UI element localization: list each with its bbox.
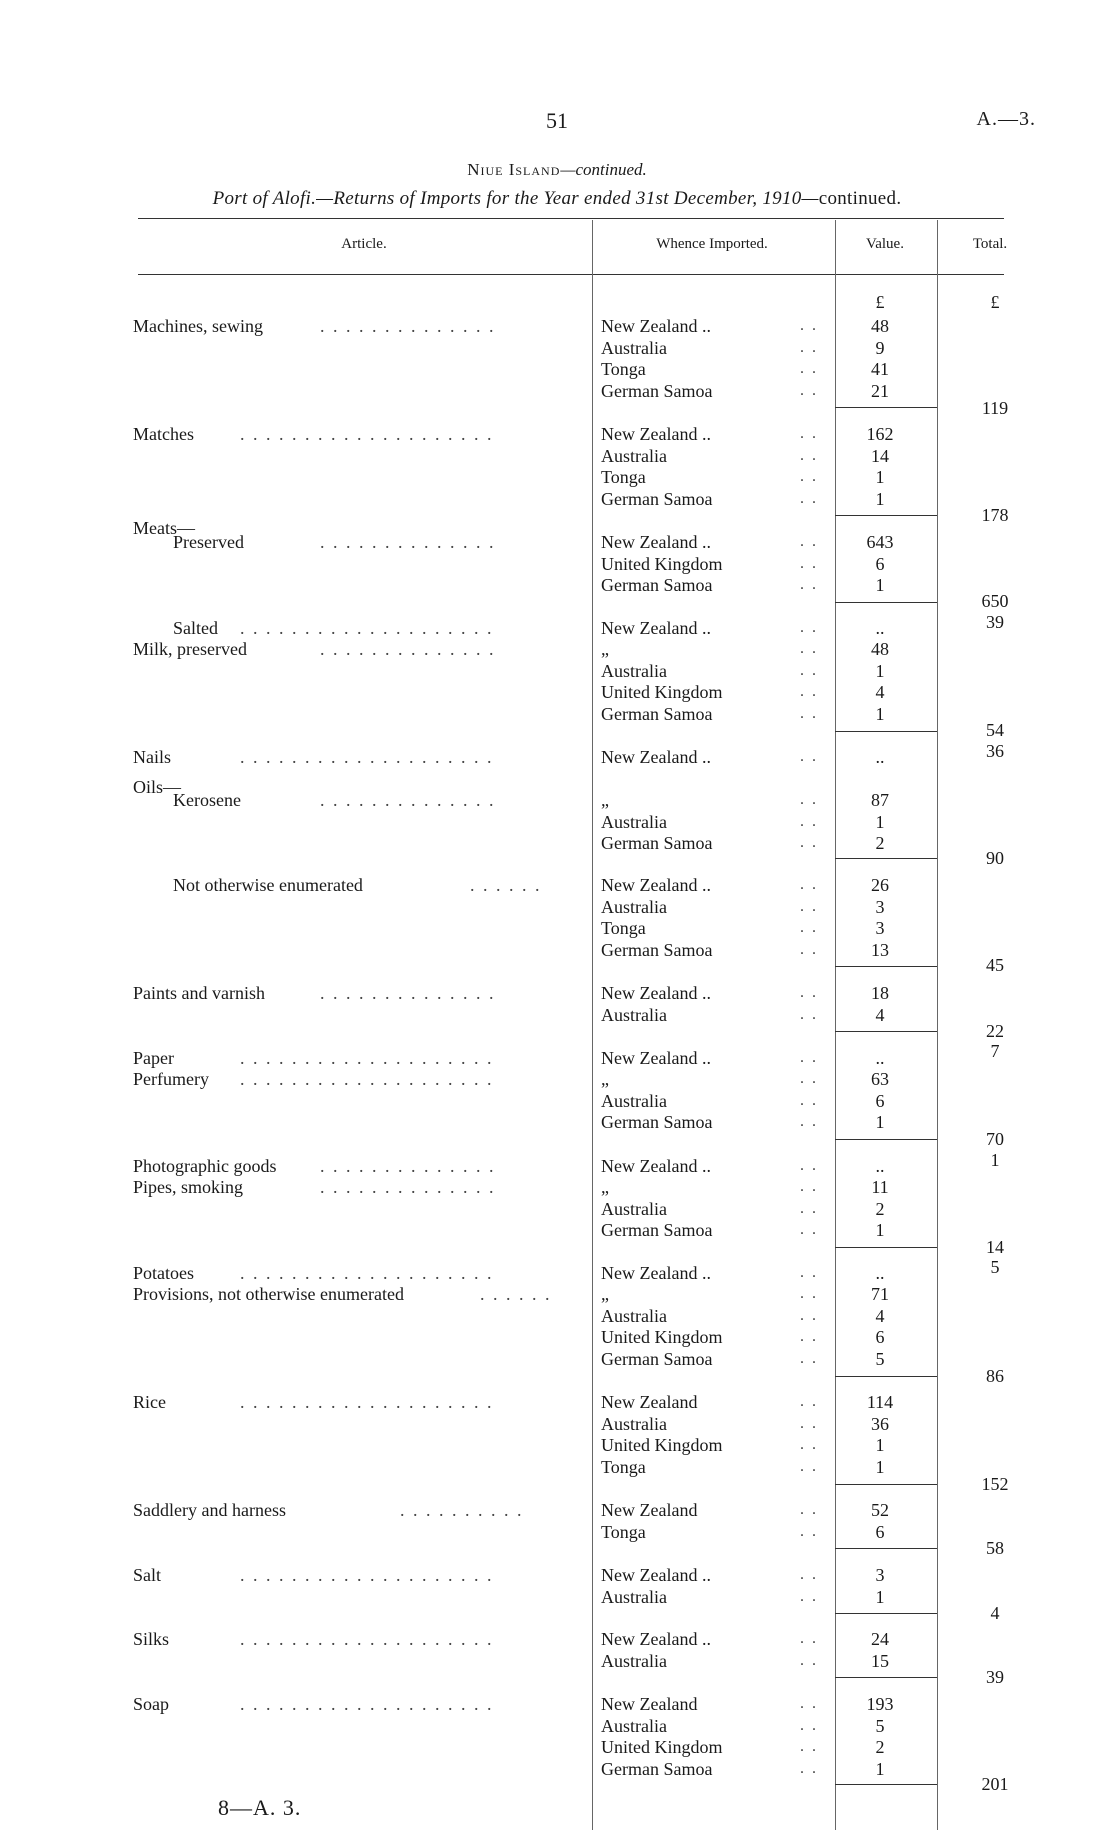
dot-leader: . . — [800, 940, 818, 958]
dot-leader: . . . . . . — [470, 875, 542, 895]
dot-leader: . . — [800, 1393, 818, 1410]
column-divider-article — [592, 220, 593, 1830]
subtotal-rule — [835, 1613, 937, 1614]
dot-leader: . . — [800, 748, 818, 765]
dot-leader: . . — [800, 640, 818, 657]
dot-leader: . . . . . . . . . . . . . . — [320, 1177, 496, 1197]
origin-country: Australia — [601, 1586, 667, 1607]
dot-leader: . . — [800, 425, 818, 442]
dot-leader: . . . . . . . . . . . . . . — [320, 790, 496, 810]
dot-leader: . . — [800, 1457, 818, 1475]
dot-leader: . . — [800, 1349, 818, 1367]
article-label: Milk, preserved — [133, 639, 247, 659]
dot-leader: . . — [800, 1587, 818, 1605]
origin-country: „ — [601, 1177, 609, 1197]
subtotal-rule — [835, 858, 937, 859]
subtotal-rule — [835, 731, 937, 732]
dot-leader: . . — [800, 834, 818, 851]
dot-leader: . . — [800, 1199, 818, 1217]
dot-leader: . . . . . . . . . . . . . . . . . . . . — [240, 747, 494, 767]
article-label: Paper — [133, 1048, 174, 1068]
origin-country: United Kingdom — [601, 1435, 723, 1455]
dot-leader: . . . . . . . . . . . . . . . . . . . . — [240, 1565, 494, 1585]
subtotal-rule — [835, 1548, 937, 1549]
origin-country: Tonga — [601, 918, 646, 938]
article-total: 36 — [986, 741, 1004, 761]
group-label-oils: Oils— — [133, 777, 182, 797]
import-value: 15 — [871, 1650, 889, 1671]
import-value: 6 — [875, 553, 885, 574]
article-total: 119 — [981, 398, 1009, 418]
origin-country: German Samoa — [601, 380, 713, 401]
dot-leader: . . — [800, 1630, 818, 1647]
import-value: 5 — [875, 1348, 885, 1369]
article-label: Perfumery — [133, 1069, 209, 1089]
import-value: 1 — [875, 467, 885, 487]
dot-leader: . . . . . . . . . . . . . . . . . . . . — [240, 1263, 494, 1283]
dot-leader: . . — [800, 489, 818, 507]
article-total: 7 — [990, 1041, 1000, 1061]
dot-leader: . . — [800, 446, 818, 464]
column-divider-value — [937, 220, 938, 1830]
import-value: 26 — [871, 875, 889, 895]
origin-country: New Zealand .. — [601, 747, 711, 767]
dot-leader: . . — [800, 1285, 818, 1302]
article-total: 90 — [986, 848, 1004, 868]
article-total: 650 — [981, 591, 1009, 611]
origin-country: United Kingdom — [601, 1737, 723, 1757]
import-value: 193 — [866, 1694, 894, 1714]
article-total: 39 — [986, 1667, 1004, 1687]
import-value: 18 — [871, 983, 889, 1003]
origin-country: Australia — [601, 660, 667, 681]
origin-country: New Zealand — [601, 1694, 698, 1714]
document-reference: A.—3. — [976, 108, 1036, 130]
article-total: 58 — [986, 1538, 1004, 1558]
origin-country: German Samoa — [601, 488, 713, 509]
dot-leader: . . — [800, 1306, 818, 1324]
import-value: 6 — [875, 1521, 885, 1542]
subtotal-rule — [835, 407, 937, 408]
dot-leader: . . — [800, 661, 818, 679]
dot-leader: . . — [800, 1221, 818, 1238]
import-value: 48 — [871, 316, 889, 336]
header-whence-imported: Whence Imported. — [656, 236, 768, 252]
dot-leader: . . . . . . . . . . . . . . — [320, 316, 496, 336]
import-value: 1 — [875, 811, 885, 832]
import-value: 11 — [871, 1177, 889, 1197]
dot-leader: . . . . . . . . . . . . . . . . . . . . — [240, 618, 494, 638]
dot-leader: . . . . . . . . . . — [400, 1500, 524, 1520]
article-label: Rice — [133, 1392, 166, 1412]
origin-country: Australia — [601, 896, 667, 917]
import-value: 1 — [875, 660, 885, 681]
import-value: 52 — [871, 1500, 889, 1520]
dot-leader: . . — [800, 1414, 818, 1432]
table-title-continued: continued. — [818, 188, 902, 209]
import-value: 1 — [875, 1112, 885, 1132]
import-value: 1 — [875, 1220, 885, 1240]
subtotal-rule — [835, 1247, 937, 1248]
origin-country: United Kingdom — [601, 682, 723, 702]
table-title — [0, 188, 1114, 210]
origin-country: Tonga — [601, 359, 646, 379]
import-value: 1 — [875, 575, 885, 595]
origin-country: New Zealand .. — [601, 1629, 711, 1649]
import-value: 4 — [875, 1305, 885, 1326]
dot-leader: . . . . . . . . . . . . . . — [320, 983, 496, 1003]
import-value: 87 — [871, 790, 889, 810]
article-total: 70 — [986, 1129, 1004, 1149]
dot-leader: . . — [800, 554, 818, 572]
dot-leader: . . — [800, 1695, 818, 1712]
import-value: 71 — [871, 1284, 889, 1304]
header-value: Value. — [866, 236, 904, 252]
origin-country: Australia — [601, 1004, 667, 1025]
import-value: .. — [875, 1156, 885, 1176]
dot-leader: . . — [800, 1566, 818, 1583]
article-total: 86 — [986, 1366, 1004, 1386]
import-value: 114 — [866, 1392, 894, 1412]
import-value: 36 — [871, 1413, 889, 1434]
article-total: 45 — [986, 955, 1004, 975]
origin-country: German Samoa — [601, 1758, 713, 1779]
origin-country: New Zealand .. — [601, 983, 711, 1003]
article-label: Silks — [133, 1629, 170, 1649]
origin-country: Tonga — [601, 1521, 646, 1542]
import-value: 2 — [875, 1737, 885, 1757]
import-value: .. — [875, 747, 885, 767]
dot-leader: . . . . . . . . . . . . . . — [320, 1156, 496, 1176]
origin-country: New Zealand .. — [601, 1048, 711, 1068]
dot-leader: . . — [800, 360, 818, 377]
article-total: 54 — [986, 720, 1004, 740]
import-value: .. — [875, 1048, 885, 1068]
dot-leader: . . — [800, 1328, 818, 1345]
article-label: Salted — [173, 618, 218, 638]
dot-leader: . . — [800, 984, 818, 1001]
dot-leader: . . — [800, 812, 818, 830]
article-total: 22 — [986, 1021, 1004, 1041]
origin-country: Australia — [601, 1090, 667, 1111]
dot-leader: . . — [800, 1005, 818, 1023]
origin-country: Australia — [601, 1715, 667, 1736]
dot-leader: . . . . . . . . . . . . . . . . . . . . — [240, 1694, 494, 1714]
subtotal-rule — [835, 1031, 937, 1032]
dot-leader: . . — [800, 1157, 818, 1174]
subtotal-rule — [835, 1376, 937, 1377]
article-label: Potatoes — [133, 1263, 194, 1283]
import-value: 1 — [875, 703, 885, 724]
import-value: .. — [875, 618, 885, 638]
import-value: 162 — [866, 424, 894, 444]
dot-leader: . . . . . . . . . . . . . . . . . . . . — [240, 424, 494, 444]
import-value: 21 — [871, 380, 889, 401]
article-total: 201 — [981, 1774, 1009, 1794]
column-divider-whence — [835, 220, 836, 1830]
article-label: Machines, sewing — [133, 316, 263, 336]
import-value: 6 — [875, 1090, 885, 1111]
origin-country: New Zealand .. — [601, 424, 711, 444]
dot-leader: . . . . . . . . . . . . . . — [320, 532, 496, 552]
page-number: 51 — [546, 108, 568, 133]
origin-country: New Zealand .. — [601, 1565, 711, 1585]
import-value: 2 — [875, 833, 885, 853]
subtotal-rule — [835, 966, 937, 967]
dot-leader: . . — [800, 1436, 818, 1453]
origin-country: Australia — [601, 1650, 667, 1671]
dot-leader: . . — [800, 619, 818, 636]
origin-country: New Zealand — [601, 1500, 698, 1520]
dot-leader: . . — [800, 876, 818, 893]
origin-country: German Samoa — [601, 1220, 713, 1240]
dot-leader: . . . . . . . . . . . . . . . . . . . . — [240, 1069, 494, 1089]
article-label: Pipes, smoking — [133, 1177, 244, 1197]
dot-leader: . . . . . . . . . . . . . . . . . . . . — [240, 1629, 494, 1649]
page-footer: 8—A. 3. — [218, 1795, 302, 1820]
import-value: 1 — [875, 1456, 885, 1477]
origin-country: „ — [601, 639, 609, 659]
section-heading — [0, 160, 1114, 180]
import-value: 3 — [875, 918, 885, 938]
origin-country: German Samoa — [601, 939, 713, 960]
import-value: 14 — [871, 445, 889, 466]
header-article: Article. — [341, 236, 387, 252]
dot-leader: . . — [800, 1070, 818, 1087]
import-value: 1 — [875, 488, 885, 509]
article-label: Salt — [133, 1565, 162, 1585]
origin-country: „ — [601, 790, 609, 810]
article-label: Saddlery and harness — [133, 1500, 286, 1520]
origin-country: New Zealand .. — [601, 1263, 711, 1283]
origin-country: Australia — [601, 1413, 667, 1434]
article-total: 4 — [990, 1603, 1000, 1623]
import-value: 2 — [875, 1198, 885, 1219]
import-value: 63 — [871, 1069, 889, 1089]
import-value: 41 — [871, 359, 889, 379]
dot-leader: . . — [800, 683, 818, 700]
origin-country: German Samoa — [601, 1112, 713, 1132]
article-label: Matches — [133, 424, 194, 444]
subtotal-rule — [835, 1677, 937, 1678]
import-value: 13 — [871, 939, 889, 960]
origin-country: Australia — [601, 1198, 667, 1219]
dot-leader: . . — [800, 704, 818, 722]
dot-leader: . . — [800, 919, 818, 936]
subtotal-rule — [835, 1139, 937, 1140]
import-value: 4 — [875, 682, 885, 702]
origin-country: Australia — [601, 337, 667, 358]
import-value: 5 — [875, 1715, 885, 1736]
article-label: Preserved — [173, 532, 244, 552]
import-value: 24 — [871, 1629, 889, 1649]
dot-leader: . . — [800, 533, 818, 550]
dot-leader: . . — [800, 1178, 818, 1195]
origin-country: German Samoa — [601, 703, 713, 724]
article-label: Soap — [133, 1694, 169, 1714]
origin-country: German Samoa — [601, 1348, 713, 1369]
island-name: Niue Island — [467, 160, 561, 179]
dot-leader: . . — [800, 1501, 818, 1518]
article-label: Kerosene — [173, 790, 241, 810]
dot-leader: . . — [800, 468, 818, 485]
group-label-meats: Meats— — [133, 518, 195, 538]
dot-leader: . . — [800, 317, 818, 334]
import-value: 1 — [875, 1586, 885, 1607]
origin-country: Australia — [601, 1305, 667, 1326]
origin-country: German Samoa — [601, 575, 713, 595]
import-value: 48 — [871, 639, 889, 659]
dot-leader: . . — [800, 1264, 818, 1281]
article-label: Nails — [133, 747, 171, 767]
origin-country: United Kingdom — [601, 1327, 723, 1347]
subtotal-rule — [835, 1784, 937, 1785]
origin-country: New Zealand .. — [601, 532, 711, 552]
article-total: 39 — [986, 612, 1004, 632]
header-bottom-rule — [138, 274, 1004, 275]
table-title-main: Port of Alofi.—Returns of Imports for the Year ended 31st December, 1910— — [212, 188, 819, 209]
import-value: 3 — [875, 896, 885, 917]
article-total: 178 — [981, 505, 1009, 525]
dot-leader: . . . . . . — [480, 1284, 552, 1304]
article-total: 1 — [990, 1150, 1000, 1170]
import-value: .. — [875, 1263, 885, 1283]
article-label: Photographic goods — [133, 1156, 277, 1176]
origin-country: Tonga — [601, 1456, 646, 1477]
article-total: 152 — [981, 1474, 1009, 1494]
origin-country: German Samoa — [601, 833, 713, 853]
dot-leader: . . — [800, 1716, 818, 1734]
import-value: 1 — [875, 1758, 885, 1779]
table-top-rule — [138, 218, 1004, 219]
origin-country: New Zealand — [601, 1392, 698, 1412]
dot-leader: . . — [800, 1091, 818, 1109]
dot-leader: . . — [800, 791, 818, 808]
dot-leader: . . — [800, 1759, 818, 1777]
article-label: Provisions, not otherwise enumerated — [133, 1284, 404, 1304]
dot-leader: . . — [800, 1049, 818, 1066]
import-value: 9 — [875, 337, 885, 358]
subtotal-rule — [835, 602, 937, 603]
article-total: 5 — [990, 1257, 1000, 1277]
origin-country: Australia — [601, 445, 667, 466]
dot-leader: . . — [800, 897, 818, 915]
origin-country: Australia — [601, 811, 667, 832]
dot-leader: . . — [800, 576, 818, 593]
dot-leader: . . . . . . . . . . . . . . — [320, 639, 496, 659]
article-label: Not otherwise enumerated — [173, 875, 363, 895]
dot-leader: . . — [800, 1113, 818, 1130]
dot-leader: . . — [800, 1738, 818, 1755]
origin-country: New Zealand .. — [601, 618, 711, 638]
header-total: Total. — [972, 236, 1008, 252]
import-value: 4 — [875, 1004, 885, 1025]
dot-leader: . . — [800, 338, 818, 356]
origin-country: United Kingdom — [601, 553, 723, 574]
dot-leader: . . . . . . . . . . . . . . . . . . . . — [240, 1048, 494, 1068]
total-unit: £ — [990, 292, 1000, 312]
dot-leader: . . . . . . . . . . . . . . . . . . . . — [240, 1392, 494, 1412]
origin-country: „ — [601, 1284, 609, 1304]
origin-country: Tonga — [601, 467, 646, 487]
origin-country: New Zealand .. — [601, 875, 711, 895]
import-value: 6 — [875, 1327, 885, 1347]
island-continued: —continued. — [560, 160, 647, 179]
article-label: Paints and varnish — [133, 983, 265, 1003]
article-total: 14 — [986, 1237, 1004, 1257]
import-value: 3 — [875, 1565, 885, 1585]
origin-country: „ — [601, 1069, 609, 1089]
dot-leader: . . — [800, 381, 818, 399]
value-unit: £ — [875, 292, 885, 312]
import-value: 1 — [875, 1435, 885, 1455]
dot-leader: . . — [800, 1522, 818, 1540]
subtotal-rule — [835, 515, 937, 516]
origin-country: New Zealand .. — [601, 316, 711, 336]
subtotal-rule — [835, 1484, 937, 1485]
import-value: 643 — [866, 532, 894, 552]
origin-country: New Zealand .. — [601, 1156, 711, 1176]
dot-leader: . . — [800, 1651, 818, 1669]
